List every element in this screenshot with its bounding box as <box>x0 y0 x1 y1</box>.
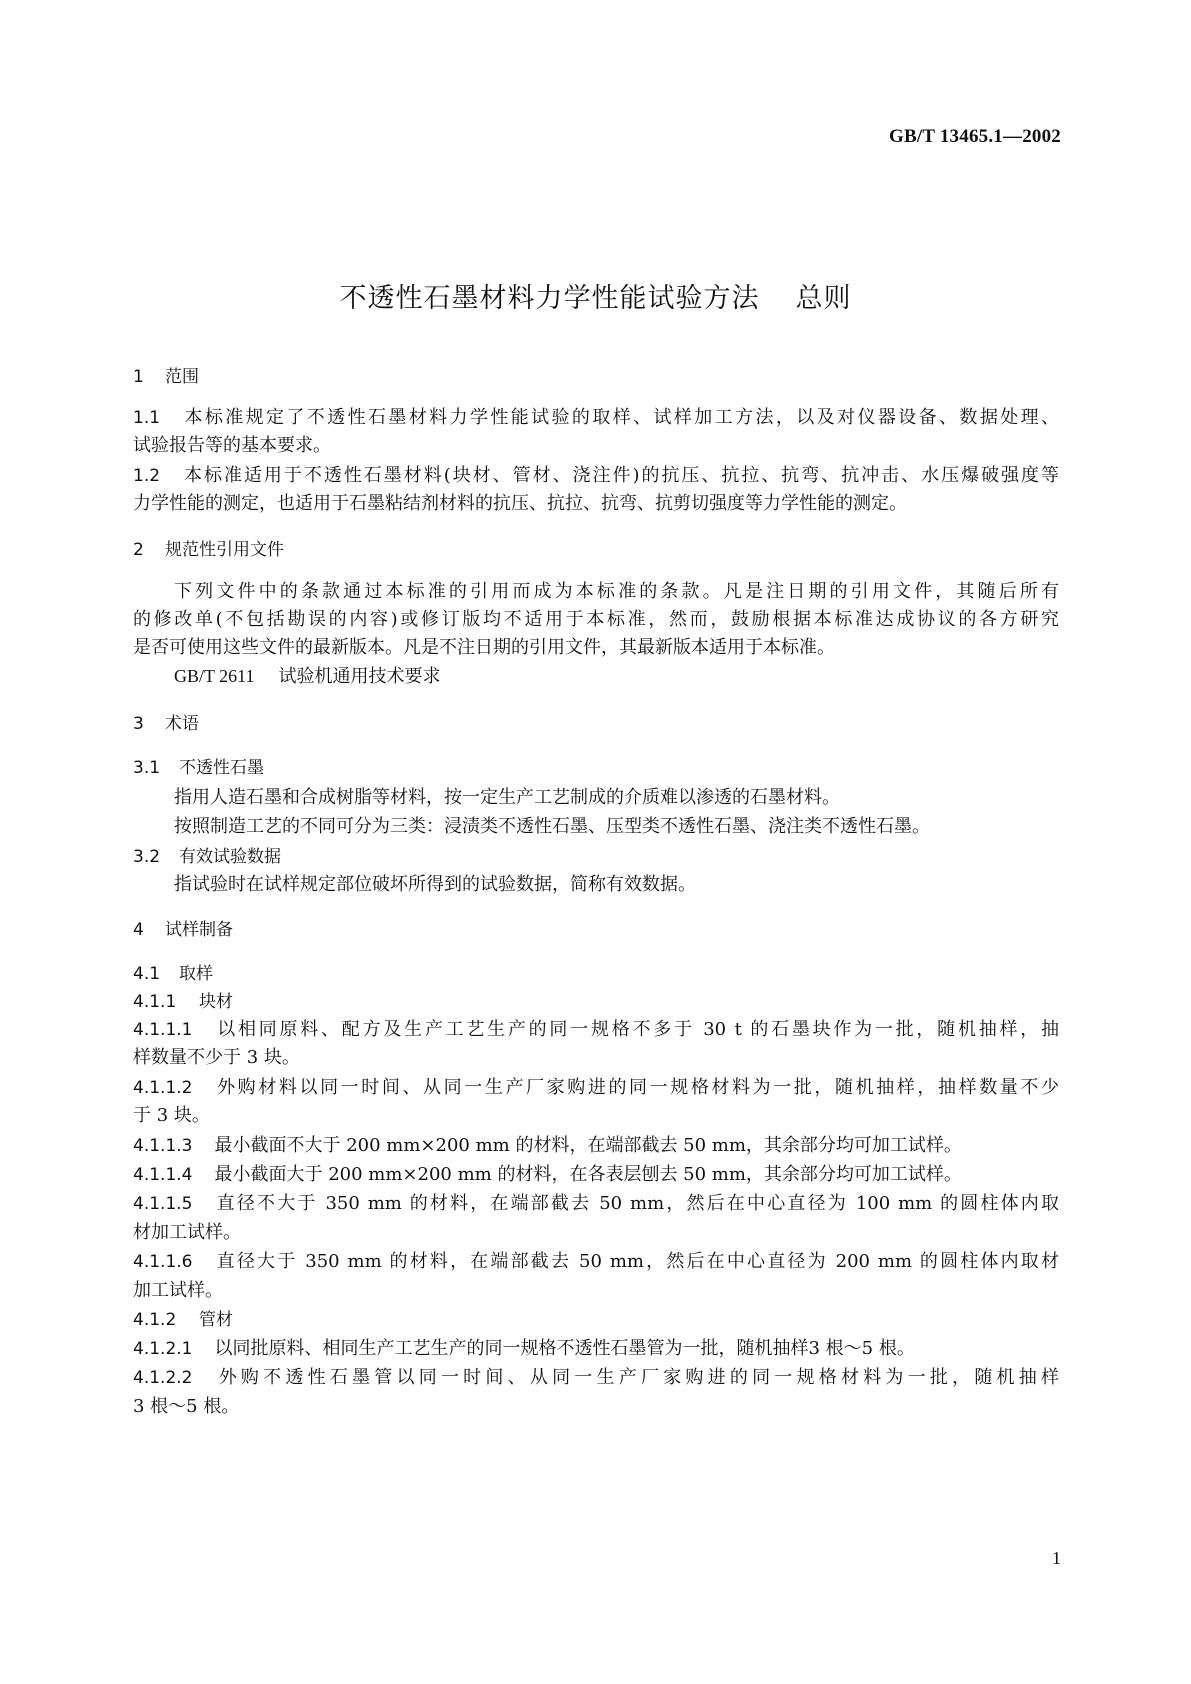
section-heading <box>133 918 233 942</box>
clause-body: 本标准规定了不透性石墨材料力学性能试验的取样、试样加工方法，以及对仪器设备、数据处理、 <box>182 407 1059 428</box>
section-title: 试样制备 <box>165 920 233 940</box>
clause-body: 直径不大于 350 mm 的材料，在端部截去 50 mm，然后在中心直径为 100 mm 的圆柱体内取 <box>214 1193 1059 1214</box>
subsection-number: 4.1.1 <box>133 992 177 1012</box>
clause-number: 4.1.1.6 <box>133 1252 193 1272</box>
term-heading <box>133 845 281 869</box>
clause-body: 以同批原料、相同生产工艺生产的同一规格不透性石墨管为一批，随机抽样3 根～5 根。 <box>214 1338 915 1359</box>
clause-number: 1.1 <box>133 408 161 428</box>
subsection-title: 管材 <box>199 1310 233 1330</box>
clause-text <box>133 1018 1059 1042</box>
clause-number: 4.1.1.1 <box>133 1020 193 1040</box>
clause-number: 4.1.1.2 <box>133 1078 193 1098</box>
clause-number: 4.1.1.5 <box>133 1194 193 1214</box>
clause-number: 4.1.2.1 <box>133 1339 193 1359</box>
paragraph-text: 的修改单(不包括勘误的内容)或修订版均不适用于本标准，然而，鼓励根据本标准达成协议的各方研究 <box>133 609 1059 630</box>
section-heading <box>133 538 284 562</box>
section-number: 4 <box>133 920 144 940</box>
section-title: 规范性引用文件 <box>165 540 284 560</box>
section-title: 术语 <box>165 714 199 734</box>
reference-code: GB/T 2611 <box>174 666 255 686</box>
document-title <box>0 276 1191 315</box>
clause-text <box>133 1163 962 1187</box>
section-heading <box>133 712 199 736</box>
clause-body: 最小截面大于 200 mm×200 mm 的材料，在各表层刨去 50 mm，其余部分均可加工试样。 <box>214 1164 962 1185</box>
title-main: 不透性石墨材料力学性能试验方法 <box>339 283 760 314</box>
term-title: 有效试验数据 <box>179 847 281 867</box>
clause-text <box>133 1192 1059 1216</box>
paragraph-text: 是否可使用这些文件的最新版本。凡是不注日期的引用文件，其最新版本适用于本标准。 <box>133 637 835 658</box>
normative-reference <box>174 664 441 689</box>
term-number: 3.1 <box>133 758 161 778</box>
reference-title: 试验机通用技术要求 <box>278 666 441 687</box>
clause-text: 材加工试样。 <box>133 1222 241 1243</box>
page-number: 1 <box>1052 1548 1061 1568</box>
clause-number: 4.1.2.2 <box>133 1368 193 1388</box>
subsection-heading <box>133 990 233 1014</box>
clause-text: 力学性能的测定，也适用于石墨粘结剂材料的抗压、抗拉、抗弯、抗剪切强度等力学性能的测定。 <box>133 493 907 514</box>
clause-text: 于 3 块。 <box>133 1105 210 1126</box>
paragraph-text: 下列文件中的条款通过本标准的引用而成为本标准的条款。凡是注日期的引用文件，其随后所有 <box>174 581 1059 602</box>
clause-text <box>133 1076 1059 1100</box>
section-number: 3 <box>133 714 144 734</box>
clause-text: 加工试样。 <box>133 1280 223 1301</box>
section-number: 1 <box>133 367 144 387</box>
clause-body: 外购材料以同一时间、从同一生产厂家购进的同一规格材料为一批，随机抽样，抽样数量不少 <box>214 1077 1059 1098</box>
clause-body: 直径大于 350 mm 的材料，在端部截去 50 mm，然后在中心直径为 200 mm 的圆柱体内取材 <box>214 1251 1059 1272</box>
clause-text <box>133 406 1059 430</box>
clause-text <box>133 464 1059 488</box>
section-heading <box>133 365 199 389</box>
subsection-heading <box>133 962 213 986</box>
clause-number: 4.1.1.4 <box>133 1165 193 1185</box>
term-title: 不透性石墨 <box>179 758 264 778</box>
clause-text: 3 根～5 根。 <box>133 1396 240 1417</box>
subsection-title: 块材 <box>199 992 233 1012</box>
title-sub: 总则 <box>795 283 852 314</box>
clause-text <box>133 1337 915 1361</box>
clause-body: 最小截面不大于 200 mm×200 mm 的材料，在端部截去 50 mm，其余部分均可加工试样。 <box>214 1135 962 1156</box>
clause-body: 外购不透性石墨管以同一时间、从同一生产厂家购进的同一规格材料为一批，随机抽样 <box>214 1367 1059 1388</box>
term-definition: 指用人造石墨和合成树脂等材料，按一定生产工艺制成的介质难以渗透的石墨材料。 <box>174 787 840 808</box>
clause-number: 4.1.1.3 <box>133 1136 193 1156</box>
subsection-number: 4.1.2 <box>133 1310 177 1330</box>
clause-body: 本标准适用于不透性石墨材料(块材、管材、浇注件)的抗压、抗拉、抗弯、抗冲击、水压爆破强度等 <box>182 465 1059 486</box>
clause-text: 样数量不少于 3 块。 <box>133 1047 300 1068</box>
section-title: 范围 <box>165 367 199 387</box>
clause-text <box>133 1250 1059 1274</box>
subsection-number: 4.1 <box>133 964 161 984</box>
term-number: 3.2 <box>133 847 161 867</box>
subsection-title: 取样 <box>179 964 213 984</box>
clause-text: 试验报告等的基本要求。 <box>133 435 331 456</box>
term-heading <box>133 756 264 780</box>
section-number: 2 <box>133 540 144 560</box>
clause-body: 以相同原料、配方及生产工艺生产的同一规格不多于 30 t 的石墨块作为一批，随机抽样，抽 <box>214 1019 1059 1040</box>
standard-number: GB/T 13465.1—2002 <box>889 126 1061 147</box>
term-definition: 指试验时在试样规定部位破坏所得到的试验数据，简称有效数据。 <box>174 874 696 895</box>
term-definition: 按照制造工艺的不同可分为三类：浸渍类不透性石墨、压型类不透性石墨、浇注类不透性石墨。 <box>174 816 930 837</box>
clause-text <box>133 1134 962 1158</box>
subsection-heading <box>133 1308 233 1332</box>
clause-number: 1.2 <box>133 466 161 486</box>
clause-text <box>133 1366 1059 1390</box>
